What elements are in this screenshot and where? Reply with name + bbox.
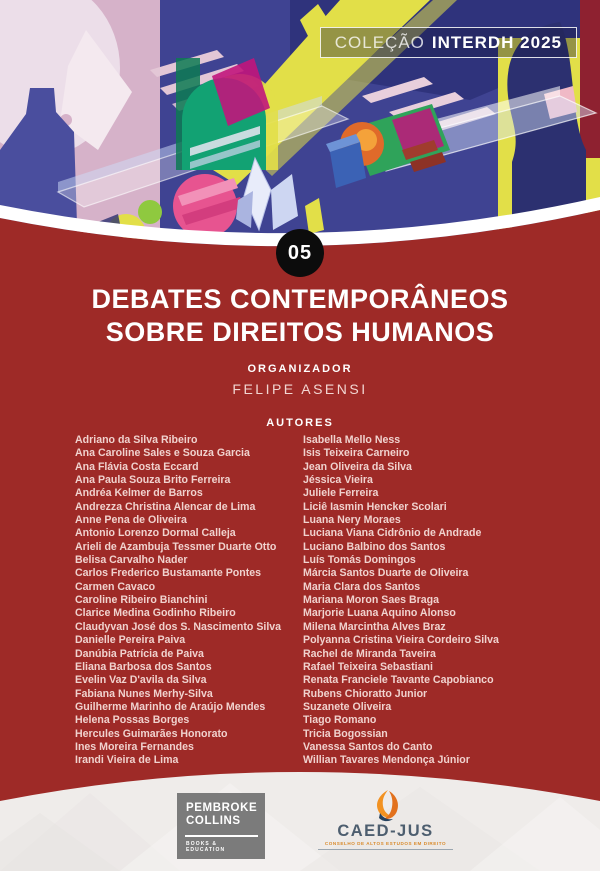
author-name: Isis Teixeira Carneiro: [303, 447, 410, 460]
organizer-label: ORGANIZADOR: [247, 363, 353, 375]
author-name: Polyanna Cristina Vieira Cordeiro Silva: [303, 634, 499, 647]
author-name: Willian Tavares Mendonça Júnior: [303, 754, 470, 767]
author-name: Clarice Medina Godinho Ribeiro: [75, 607, 236, 620]
authors-label: AUTORES: [266, 417, 334, 429]
book-title: [0, 283, 600, 349]
author-name: Carmen Cavaco: [75, 580, 156, 593]
pembroke-tagline: BOOKS & EDUCATION: [186, 840, 226, 853]
author-name: Antonio Lorenzo Dormal Calleja: [75, 527, 236, 540]
author-name: Tiago Romano: [303, 714, 377, 727]
volume-number: 05: [287, 241, 313, 264]
authors-column-left: [75, 434, 303, 768]
caed-jus-name: CAED-JUS: [337, 822, 434, 840]
author-name: Carlos Frederico Bustamante Pontes: [75, 567, 262, 580]
author-name: Ana Flávia Costa Eccard: [75, 460, 199, 473]
author-name: Milena Marcintha Alves Braz: [303, 620, 446, 633]
organizer-name: FELIPE ASENSI: [232, 381, 368, 397]
caed-jus-logo: [318, 789, 453, 861]
author-name: Isabella Mello Ness: [303, 434, 401, 446]
author-name: Márcia Santos Duarte de Oliveira: [303, 567, 469, 580]
book-title-line1: DEBATES CONTEMPORÂNEOS: [91, 284, 509, 314]
author-name: Guilherme Marinho de Araújo Mendes: [75, 700, 266, 713]
author-name: Eliana Barbosa dos Santos: [75, 660, 212, 673]
author-name: Ana Paula Souza Brito Ferreira: [75, 474, 231, 487]
author-name: Suzanete Oliveira: [303, 700, 392, 713]
author-name: Ines Moreira Fernandes: [75, 740, 194, 753]
author-name: Luís Tomás Domingos: [303, 554, 416, 567]
author-name: Ana Caroline Sales e Souza Garcia: [75, 447, 250, 460]
collection-badge-title: INTERDH 2025: [431, 33, 562, 52]
author-name: Luciano Balbino dos Santos: [303, 540, 446, 553]
author-name: Danielle Pereira Paiva: [75, 634, 186, 647]
pembroke-collins-logo: [177, 793, 265, 859]
volume-number-badge: [276, 229, 324, 277]
authors-list: [75, 434, 525, 768]
author-name: Maria Clara dos Santos: [303, 580, 421, 593]
author-name: Mariana Moron Saes Braga: [303, 594, 439, 607]
author-name: Rafael Teixeira Sebastiani: [303, 660, 433, 673]
author-name: Renata Franciele Tavante Capobianco: [303, 674, 494, 687]
author-name: Claudyvan José dos S. Nascimento Silva: [75, 620, 282, 633]
pembroke-name-line1: PEMBROKE: [186, 802, 258, 814]
book-title-line2: SOBRE DIREITOS HUMANOS: [105, 317, 495, 347]
author-name: Helena Possas Borges: [75, 714, 190, 727]
author-name: Hercules Guimarães Honorato: [75, 727, 228, 740]
flame-icon: [358, 789, 414, 823]
author-name: Luciana Viana Cidrônio de Andrade: [303, 527, 482, 540]
author-name: Liciê Iasmin Hencker Scolari: [303, 500, 447, 513]
author-name: Marjorie Luana Aquino Alonso: [303, 607, 456, 620]
author-name: Fabiana Nunes Merhy-Silva: [75, 687, 213, 700]
author-name: Vanessa Santos do Canto: [303, 740, 433, 753]
author-name: Rubens Chioratto Junior: [303, 687, 428, 700]
author-name: Jéssica Vieira: [303, 474, 373, 487]
caed-jus-tagline: CONSELHO DE ALTOS ESTUDOS EM DIREITO: [318, 841, 453, 850]
pembroke-name-line2: COLLINS: [186, 814, 241, 827]
author-name: Andréa Kelmer de Barros: [75, 487, 203, 500]
author-name: Danúbia Patrícia de Paiva: [75, 647, 204, 660]
author-name: Juliele Ferreira: [303, 487, 379, 500]
author-name: Arieli de Azambuja Tessmer Duarte Otto: [75, 540, 277, 553]
author-name: Andrezza Christina Alencar de Lima: [75, 500, 256, 513]
author-name: Caroline Ribeiro Bianchini: [75, 594, 208, 607]
author-name: Belisa Carvalho Nader: [75, 554, 188, 567]
publisher-logos: [0, 753, 600, 871]
author-name: Rachel de Miranda Taveira: [303, 647, 436, 660]
author-name: Adriano da Silva Ribeiro: [75, 434, 198, 446]
collection-badge: [320, 27, 577, 58]
cover-footer: [0, 753, 600, 871]
author-name: Tricia Bogossian: [303, 727, 388, 740]
collection-badge-prefix: COLEÇÃO: [334, 33, 425, 52]
author-name: Evelin Vaz D'avila da Silva: [75, 674, 207, 687]
author-name: Irandi Vieira de Lima: [75, 754, 179, 767]
authors-column-right: [303, 434, 525, 768]
pembroke-divider: [185, 835, 258, 837]
author-name: Anne Pena de Oliveira: [75, 514, 187, 527]
cover-artwork: [0, 0, 600, 255]
author-name: Luana Nery Moraes: [303, 514, 401, 527]
author-name: Jean Oliveira da Silva: [303, 460, 412, 473]
